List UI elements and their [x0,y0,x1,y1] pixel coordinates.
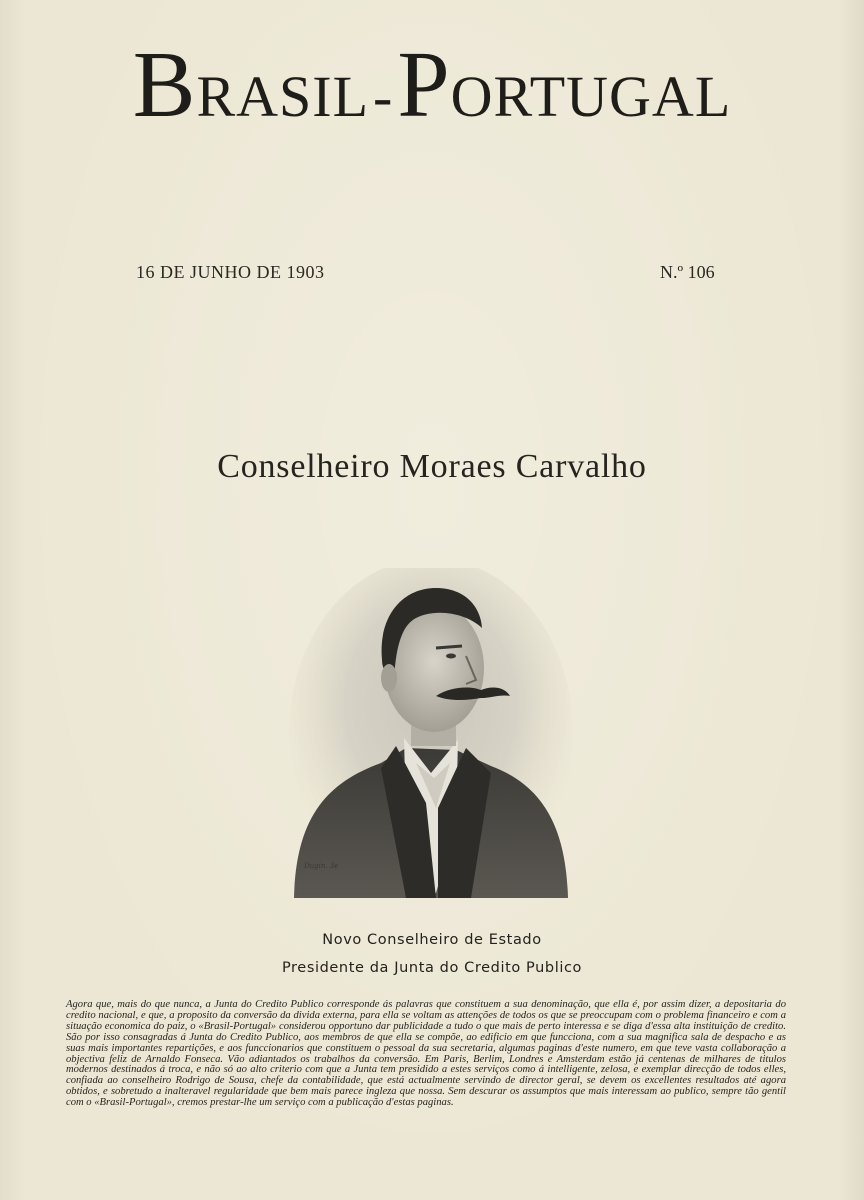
portrait-signature: Dugin. 3e [304,862,339,870]
issue-date: 16 DE JUNHO DE 1903 [136,262,325,282]
issue-number: N.º 106 [660,262,715,282]
masthead-title-right [397,33,732,137]
article-title: Conselheiro Moraes Carvalho [217,448,647,485]
masthead-title [0,33,864,144]
portrait-engraving [286,568,576,913]
masthead-separator: - [373,64,394,129]
masthead-right-rest: ORTUGAL [450,64,732,129]
masthead-left-initial: B [132,33,197,137]
masthead-right-initial: P [397,33,451,137]
caption-line-2: Presidente da Junta do Credito Publico [281,960,583,976]
masthead-title-left [132,33,370,137]
masthead-left-rest: RASIL [196,64,370,129]
article-body: Agora que, mais do que nunca, a Junta do Credito Publico corresponde ás palavras que constituem a sua denominação, que ella é, por assim dizer, a depositaria do credito nacional, e que, a proposito da conversão da divida externa, para ella se voltam as attenções de todos os que se preoccupam com o problema financeiro e com a situação economica do paiz, o «Brasil-Portugal» considerou opportuno dar publicidade a tudo o que mais de perto interessa e se diga d'essa alta instituição de credito. São por isso consagradas á Junta do Credito Publico, aos membros de que ella se compõe, ao edificio em que funcciona, com a sua magnifica sala de despacho e as suas mais importantes repartições, e aos funccionarios que constituem o pessoal da sua secretaria, algumas paginas d'este numero, em que teve vasta collaboração a objectiva feliz de Arnaldo Fonseca. Vão adiantados os trabalhos da conversão. Em Paris, Berlim, Londres e Amsterdam estão já centenas de milhares de titulos modernos destinados á troca, e não só ao alto criterio com que a Junta tem presidido a estes serviços como á intelligente, zelosa, e exemplar direcção de todos elles, confiada ao conselheiro Rodrigo de Sousa, chefe da contabilidade, que está actualmente servindo de director geral, se devem os excellentes resultados até agora obtidos, e sobretudo a inalteravel regularidade que bem mais parece ingleza que nossa. Sem descurar os assumptos que mais interessam ao publico, sempre tão gentil com o «Brasil-Portugal», cremos prestar-lhe um serviço com a publicação d'estas paginas. [66,999,786,1109]
caption-line-1: Novo Conselheiro de Estado [322,932,542,948]
